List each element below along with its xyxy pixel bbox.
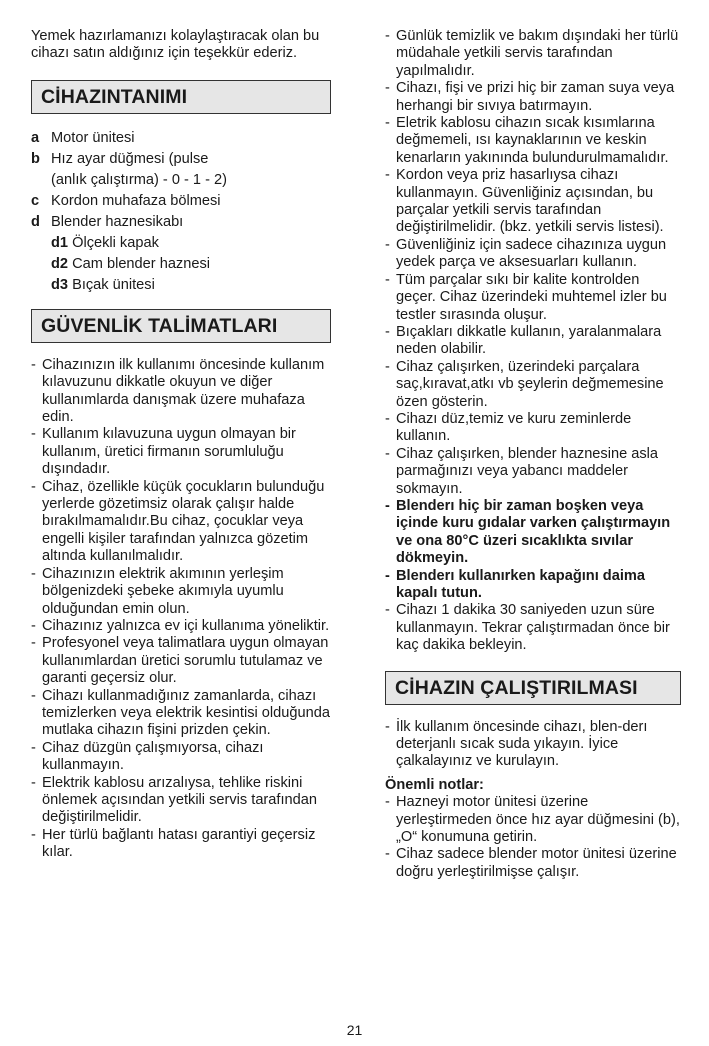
safety-item: - Cihazınız yalnızca ev içi kullanıma yöneliktir. bbox=[31, 618, 331, 635]
safety-item: - Cihaz çalışırken, blender haznesine asla parmağınızı veya yabancı maddeler sokmayın. bbox=[385, 446, 681, 498]
safety-item: - Tüm parçalar sıkı bir kalite kontrolden geçer. Cihaz üzerindeki muhtemel izler bu testler sırasında oluşur. bbox=[385, 272, 681, 324]
component-item: b Hız ayar düğmesi (pulse bbox=[31, 150, 209, 167]
safety-item: - Profesyonel veya talimatlara uygun olmayan kullanımlardan üretici sorumlu tutulamaz ve garanti geçersiz olur. bbox=[31, 635, 331, 687]
operation-list bbox=[385, 719, 681, 771]
section-title-operation: CİHAZIN ÇALIŞTIRILMASI bbox=[385, 671, 681, 705]
right-column bbox=[385, 28, 681, 881]
page-number: 21 bbox=[346, 1022, 363, 1038]
safety-item: - Elektrik kablosu arızalıysa, tehlike riskini önlemek açısından yetkili servis tarafından değiştirilmelidir. bbox=[31, 775, 331, 827]
safety-item: - Cihazınızın ilk kullanımı öncesinde kullanım kılavuzunu dikkatle okuyun ve diğer kullanımlarda danışmak üzere muhafaza edin. bbox=[31, 357, 331, 427]
operation-item: - İlk kullanım öncesinde cihazı, blen-derı deterjanlı sıcak suda yıkayın. İyice çalkalayınız ve kurulayın. bbox=[385, 719, 681, 771]
safety-item: - Cihaz çalışırken, üzerindeki parçalara saç,kıravat,atkı vb şeylerin değmemesine özen gösterin. bbox=[385, 359, 681, 411]
note-item: - Cihaz sadece blender motor ünitesi üzerine doğru yerleştirilmişse çalışır. bbox=[385, 846, 681, 881]
safety-item: - Kullanım kılavuzuna uygun olmayan bir kullanım, üretici firmanın sorumluluğu dışındadır. bbox=[31, 426, 331, 478]
safety-list-left bbox=[31, 357, 331, 862]
safety-item: - Eletrik kablosu cihazın sıcak kısımlarına değmemeli, ısı kaynaklarının ve keskin kenarların yakınında bulundurulmamalıdır. bbox=[385, 115, 681, 167]
safety-item: - Kordon veya priz hasarlıysa cihazı kullanmayın. Güvenliğiniz açısından, bu parçalar yetkili servis tarafından değiştirilmelidir. (bkz. yetkili servis listesi). bbox=[385, 167, 681, 237]
left-column bbox=[31, 28, 331, 862]
component-item: a Motor ünitesi bbox=[31, 129, 135, 146]
subcomponent-item: d3 Bıçak ünitesi bbox=[51, 276, 155, 293]
safety-item: - Her türlü bağlantı hatası garantiyi geçersiz kılar. bbox=[31, 827, 331, 862]
section-title-safety: GÜVENLİK TALİMATLARI bbox=[31, 309, 331, 343]
notes-title: Önemli notlar: bbox=[385, 776, 484, 793]
note-item: - Hazneyi motor ünitesi üzerine yerleştirmeden önce hız ayar düğmesini (b), „O“ konumuna getirin. bbox=[385, 794, 681, 846]
safety-list-right bbox=[385, 28, 681, 655]
subcomponent-item: d2 Cam blender haznesi bbox=[51, 255, 211, 272]
safety-item: - Günlük temizlik ve bakım dışındaki her türlü müdahale yetkili servis tarafından yapılmalıdır. bbox=[385, 28, 681, 80]
safety-item: - Cihazı kullanmadığınız zamanlarda, cihazı temizlerken veya elektrik kesintisi olduğunda mutlaka cihazın fişini prizden çekin. bbox=[31, 688, 331, 740]
safety-item: - Cihazı 1 dakika 30 saniyeden uzun süre kullanmayın. Tekrar çalıştırmadan önce bir kaç dakika bekleyin. bbox=[385, 602, 681, 654]
component-item: c Kordon muhafaza bölmesi bbox=[31, 192, 221, 209]
safety-item: - Güvenliğiniz için sadece cihazınıza uygun yedek parça ve aksesuarları kullanın. bbox=[385, 237, 681, 272]
component-item: d Blender haznesikabı bbox=[31, 213, 184, 230]
safety-item: - Cihazı, fişi ve prizi hiç bir zaman suya veya herhangi bir sıvıya batırmayın. bbox=[385, 80, 681, 115]
safety-item-warning: - Blenderı kullanırken kapağını daima kapalı tutun. bbox=[385, 568, 681, 603]
safety-item: - Cihazınızın elektrik akımının yerleşim bölgenizdeki şebeke akımıyla uyumlu olduğundan emin olun. bbox=[31, 566, 331, 618]
notes-list bbox=[385, 794, 681, 881]
component-item: (anlık çalıştırma) - 0 - 1 - 2) bbox=[51, 171, 227, 188]
section-title-device-description: CİHAZINTANIMI bbox=[31, 80, 331, 114]
subcomponent-item: d1 Ölçekli kapak bbox=[51, 234, 159, 251]
safety-item-warning: - Blenderı hiç bir zaman boşken veya içinde kuru gıdalar varken çalıştırmayın ve ona 80°C üzeri sıcaklıkta sıvılar dökmeyin. bbox=[385, 498, 681, 568]
safety-item: - Bıçakları dikkatle kullanın, yaralanmalara neden olabilir. bbox=[385, 324, 681, 359]
components-list bbox=[31, 128, 331, 296]
safety-item: - Cihazı düz,temiz ve kuru zeminlerde kullanın. bbox=[385, 411, 681, 446]
safety-item: - Cihaz, özellikle küçük çocukların bulunduğu yerlerde gözetimsiz olarak çalışır halde bırakılmamalıdır.Bu cihaz, çocuklar veya engelli kişiler tarafından yalnızca gözetim altında kullanılmalıdır. bbox=[31, 479, 331, 566]
intro-text: Yemek hazırlamanızı kolaylaştıracak olan bu cihazı satın aldığınız için teşekkür ederiz. bbox=[31, 28, 320, 62]
safety-item: - Cihaz düzgün çalışmıyorsa, cihazı kullanmayın. bbox=[31, 740, 331, 775]
